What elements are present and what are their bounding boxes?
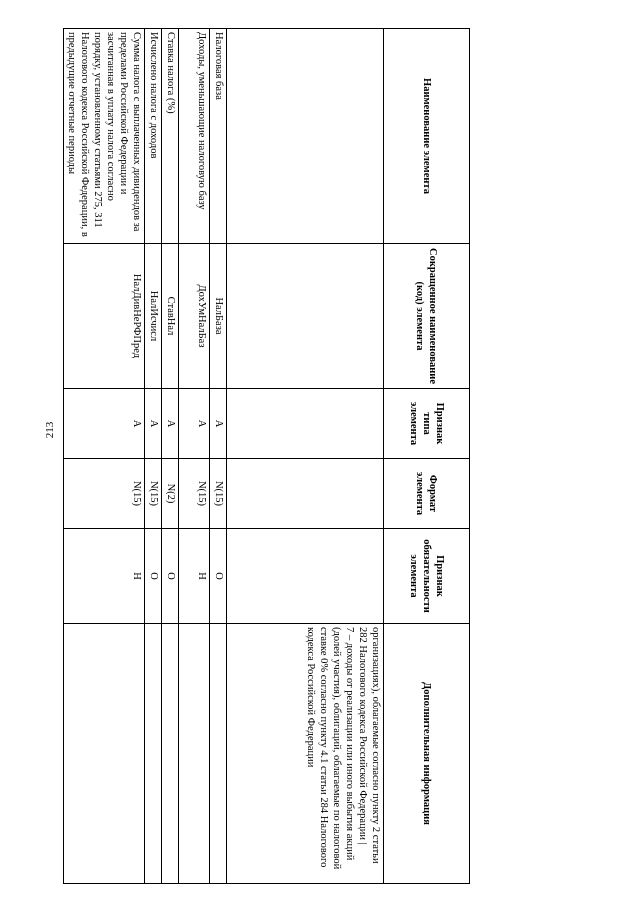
cell-code: СтавНал — [162, 244, 179, 389]
cell-info — [179, 624, 210, 884]
cell-info — [64, 624, 145, 884]
cell-blank — [227, 244, 384, 389]
page-number: 213 — [44, 421, 56, 439]
table-header-row — [384, 29, 470, 884]
cell-format: N(15) — [179, 459, 210, 529]
table-row — [64, 29, 145, 884]
cell-name: Исчислено налога с доходов — [145, 29, 162, 244]
cell-name: Сумма налога с выплаченных дивидендов за пределами Российской Федерации и засчитанная в уплату налога согласно порядку, установленному статьями 275, 311 Налогового кодекса Российской Федерации, в предыдущие отчетные периоды — [64, 29, 145, 244]
cell-format: N(15) — [210, 459, 227, 529]
table-row — [162, 29, 179, 884]
cell-code: НалДивНеРФПред — [64, 244, 145, 389]
header-element-code: Сокращенное наименование (код) элемента — [384, 244, 470, 389]
cell-info — [210, 624, 227, 884]
cell-code: НалИсчисл — [145, 244, 162, 389]
cell-blank — [227, 529, 384, 624]
header-element-required: Признак обязательности элемента — [384, 529, 470, 624]
cell-type: А — [162, 389, 179, 459]
cell-blank — [227, 389, 384, 459]
cell-type: А — [179, 389, 210, 459]
cell-format: N(15) — [64, 459, 145, 529]
cell-format: N(15) — [145, 459, 162, 529]
header-element-format: Формат элемента — [384, 459, 470, 529]
cell-required: О — [162, 529, 179, 624]
cell-blank — [227, 459, 384, 529]
cell-required: Н — [179, 529, 210, 624]
table-row — [210, 29, 227, 884]
cell-code: НалБаза — [210, 244, 227, 389]
cell-name: Доходы, уменьшающие налоговую базу — [179, 29, 210, 244]
cell-type: А — [210, 389, 227, 459]
header-element-type: Признак типа элемента — [384, 389, 470, 459]
cell-info: организациях), облагаемые согласно пункту 2 статьи 282 Налогового кодекса Российской Федерации | 7 – доходы от реализации или иного выбытия акций (долей участия), облигаций, облагаемые по налоговой ставке 0% согласно пункту 4.1 статьи 284 Налогового кодекса Российской Федерации — [227, 624, 384, 884]
cell-name: Ставка налога (%) — [162, 29, 179, 244]
cell-type: А — [64, 389, 145, 459]
cell-required: Н — [64, 529, 145, 624]
cell-info — [145, 624, 162, 884]
cell-info — [162, 624, 179, 884]
cell-required: О — [145, 529, 162, 624]
header-additional-info: Дополнительная информация — [384, 624, 470, 884]
cell-code: ДохУмНалБаз — [179, 244, 210, 389]
cell-required: О — [210, 529, 227, 624]
cell-blank — [227, 29, 384, 244]
table-row — [179, 29, 210, 884]
rotated-page-content — [66, 28, 470, 883]
cell-format: N(2) — [162, 459, 179, 529]
header-element-name: Наименование элемента — [384, 29, 470, 244]
elements-table — [63, 28, 470, 884]
cell-type: А — [145, 389, 162, 459]
table-row — [145, 29, 162, 884]
table-row-continuation — [227, 29, 384, 884]
cell-name: Налоговая база — [210, 29, 227, 244]
